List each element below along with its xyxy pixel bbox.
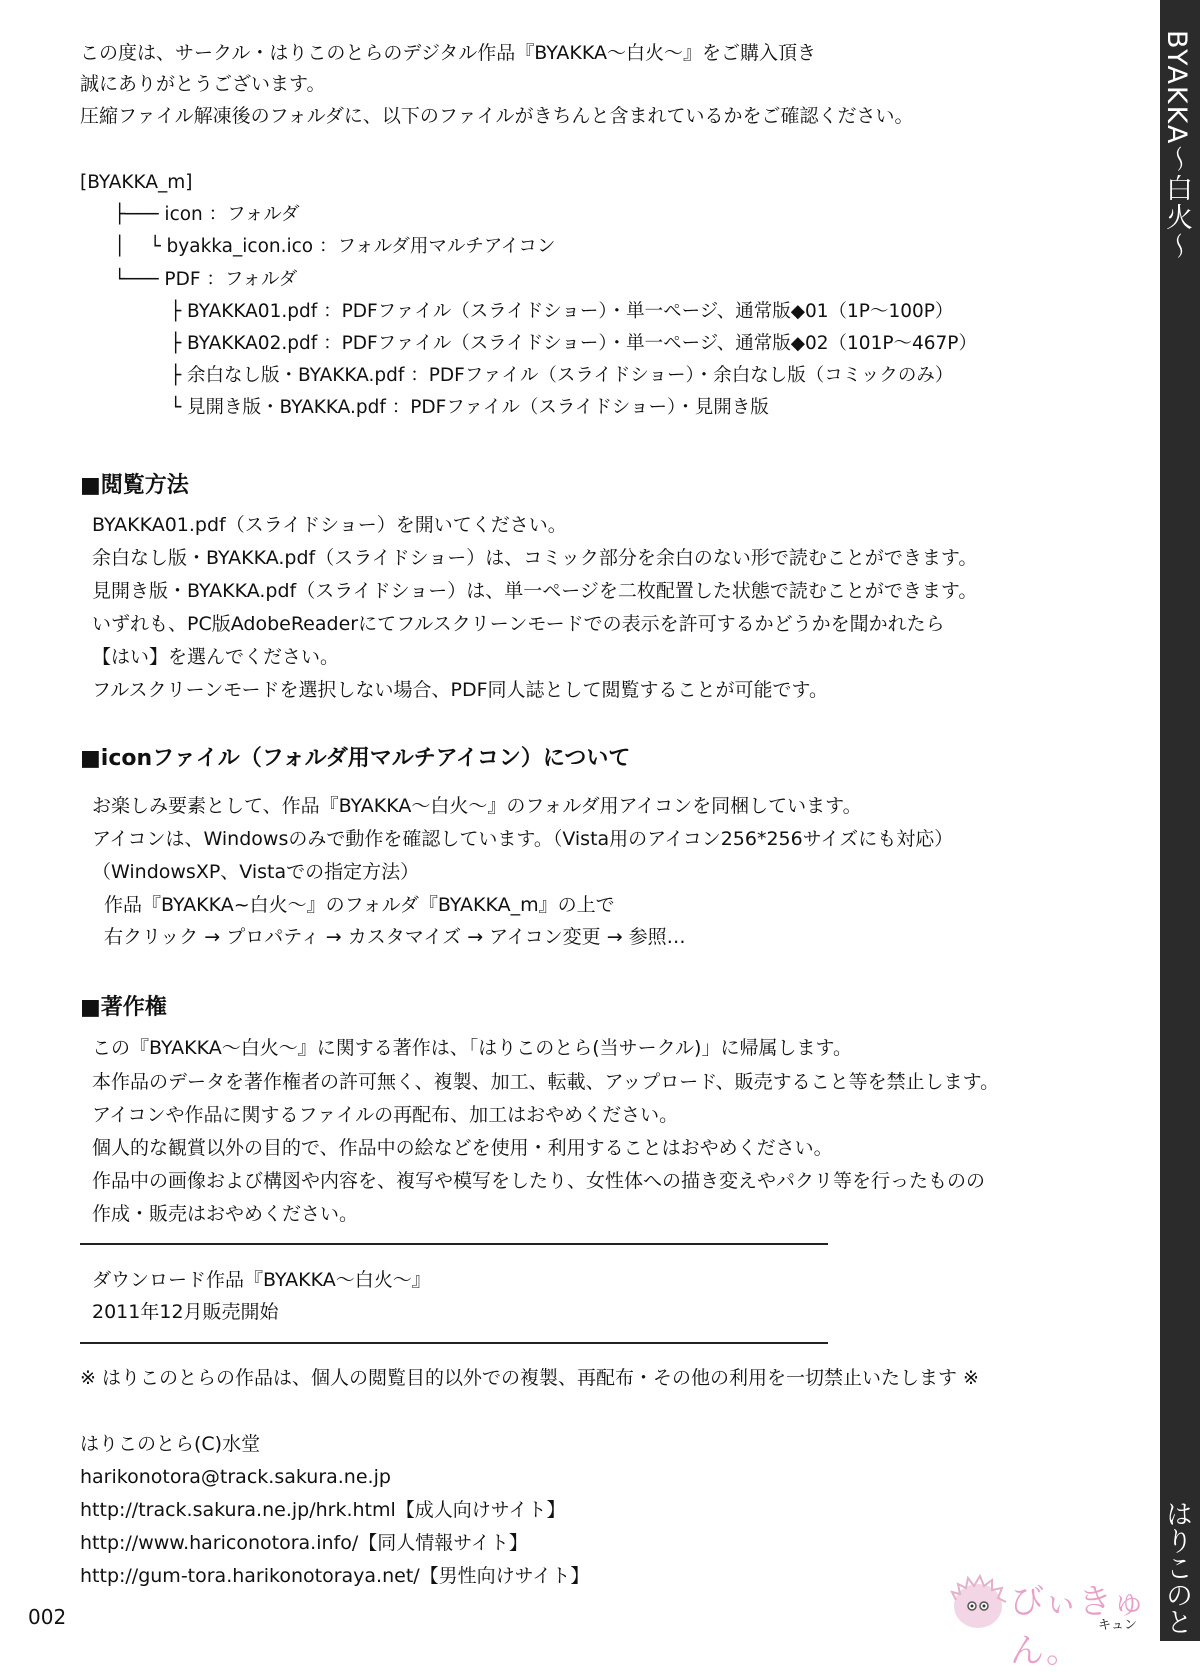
contact-email: harikonotora@track.sakura.ne.jp [80, 1466, 391, 1488]
side-title: BYAKKA～白火～ [1161, 30, 1192, 262]
tree-item: ├ 余白なし版・BYAKKA.pdf ：PDFファイル（スライドショー）・余白なし版（コミックのみ） [170, 365, 954, 386]
release-title: ダウンロード作品『BYAKKA～白火～』 [92, 1269, 431, 1291]
divider-bottom [80, 1342, 828, 1344]
copyright-line: この『BYAKKA～白火～』に関する著作は、「はりこのとら(当サークル)」に帰属します。 [92, 1037, 852, 1059]
tree-item: ├ BYAKKA01.pdf ：PDFファイル（スライドショー）・単一ページ、通常版◆01（1P～100P） [170, 301, 954, 322]
tree-item: ├ BYAKKA02.pdf ：PDFファイル（スライドショー）・単一ページ、通常版◆02（101P～467P） [170, 333, 977, 354]
viewing-line: 余白なし版・BYAKKA.pdf（スライドショー）は、コミック部分を余白のない形で読むことができます。 [92, 547, 978, 569]
viewing-line: いずれも、PC版AdobeReaderにてフルスクリーンモードでの表示を許可するかどうかを聞かれたら [92, 613, 945, 635]
watermark-text: びぃきゅん。 [1010, 1582, 1146, 1671]
viewing-line: 見開き版・BYAKKA.pdf（スライドショー）は、単一ページを二枚配置した状態で読むことができます。 [92, 580, 978, 602]
intro-line: 圧縮ファイル解凍後のフォルダに、以下のファイルがきちんと含まれているかをご確認ください。 [80, 105, 914, 127]
intro-line: この度は、サークル・はりこのとらのデジタル作品『BYAKKA～白火～』をご購入頂き [80, 42, 816, 64]
divider-top [80, 1243, 828, 1245]
copyright-line: 本作品のデータを著作権者の許可無く、複製、加工、転載、アップロード、販売すること等を禁止します。 [92, 1071, 1000, 1093]
side-circle-name: はりこのと [1161, 1500, 1192, 1635]
contact-link: http://track.sakura.ne.jp/hrk.html【成人向けサイト】 [80, 1499, 566, 1521]
watermark [948, 1570, 1148, 1671]
author-credit: はりこのとら(C)水堂 [80, 1433, 261, 1455]
viewing-line: BYAKKA01.pdf（スライドショー）を開いてください。 [92, 514, 567, 536]
page-number: 002 [28, 1605, 67, 1629]
icon-section-line: お楽しみ要素として、作品『BYAKKA～白火～』のフォルダ用アイコンを同梱しています。 [92, 795, 862, 817]
copyright-line: 作品中の画像および構図や内容を、複写や模写をしたり、女性体への描き変えやパクリ等を行ったものの [92, 1170, 986, 1192]
copyright-heading: ■著作権 [80, 995, 167, 1020]
tree-item: ├─── icon ：フォルダ [114, 204, 300, 225]
icon-section-heading: ■iconファイル（フォルダ用マルチアイコン）について [80, 746, 631, 771]
tree-root: [BYAKKA_m] [80, 172, 193, 193]
copyright-line: アイコンや作品に関するファイルの再配布、加工はおやめください。 [92, 1104, 679, 1126]
hedgehog-icon [948, 1570, 1008, 1634]
release-date: 2011年12月販売開始 [92, 1301, 279, 1323]
copyright-line: 作成・販売はおやめください。 [92, 1203, 359, 1225]
icon-section-line: 作品『BYAKKA~白火～』のフォルダ『BYAKKA_m』の上で [104, 894, 615, 916]
usage-notice: ※ はりこのとらの作品は、個人の閲覧目的以外での複製、再配布・その他の利用を一切禁止いたします ※ [80, 1367, 979, 1389]
side-strip [1160, 0, 1200, 1641]
icon-section-line: 右クリック → プロパティ → カスタマイズ → アイコン変更 → 参照… [104, 926, 686, 948]
contact-link: http://www.hariconotora.info/【同人情報サイト】 [80, 1532, 528, 1554]
icon-section-line: （WindowsXP、Vistaでの指定方法） [92, 861, 420, 883]
tree-item: └─── PDF ：フォルダ [114, 269, 298, 290]
viewing-line: 【はい】を選んでください。 [92, 646, 340, 668]
copyright-line: 個人的な観賞以外の目的で、作品中の絵などを使用・利用することはおやめください。 [92, 1137, 833, 1159]
intro-line: 誠にありがとうございます。 [80, 73, 326, 95]
contact-link: http://gum-tora.harikonotoraya.net/【男性向けサイト】 [80, 1565, 590, 1587]
tree-item: │ └ byakka_icon.ico ：フォルダ用マルチアイコン [114, 236, 556, 257]
watermark-subtext: キュン [1098, 1618, 1138, 1633]
viewing-line: フルスクリーンモードを選択しない場合、PDF同人誌として閲覧することが可能です。 [92, 679, 829, 701]
viewing-heading: ■閲覧方法 [80, 473, 189, 498]
tree-item: └ 見開き版・BYAKKA.pdf ：PDFファイル（スライドショー）・見開き版 [170, 397, 769, 418]
icon-section-line: アイコンは、Windowsのみで動作を確認しています。（Vista用のアイコン256*256サイズにも対応） [92, 828, 954, 850]
